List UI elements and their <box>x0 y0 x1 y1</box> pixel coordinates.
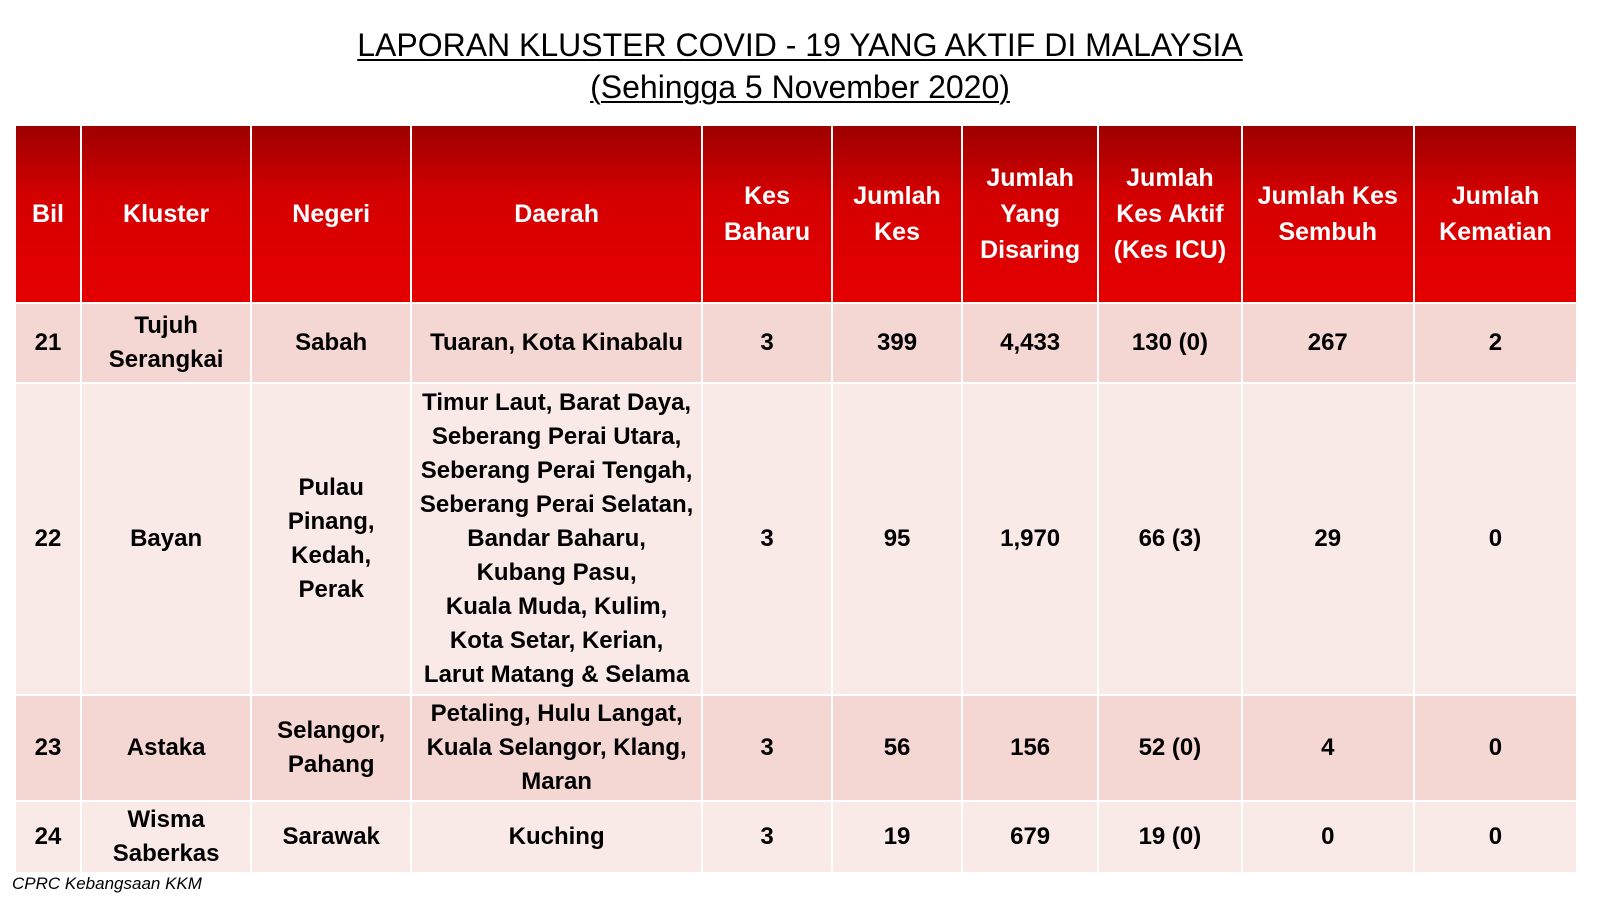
cell-jumlah-sembuh: 267 <box>1242 303 1414 383</box>
cell-kes-baharu: 3 <box>702 801 832 873</box>
header-daerah: Daerah <box>411 125 702 303</box>
cell-jumlah-kematian: 0 <box>1414 801 1577 873</box>
report-title-line-2: (Sehingga 5 November 2020) <box>590 69 1010 105</box>
cell-negeri: Selangor, Pahang <box>251 695 411 801</box>
table-row <box>15 695 1577 801</box>
header-jumlah-disaring: Jumlah Yang Disaring <box>962 125 1098 303</box>
cluster-table <box>14 124 1578 874</box>
cell-bil: 23 <box>15 695 81 801</box>
cell-jumlah-kes: 19 <box>832 801 962 873</box>
cell-jumlah-sembuh: 0 <box>1242 801 1414 873</box>
cell-jumlah-aktif: 52 (0) <box>1098 695 1241 801</box>
cell-negeri: Sarawak <box>251 801 411 873</box>
cell-bil: 21 <box>15 303 81 383</box>
cell-kluster: Bayan <box>81 383 251 695</box>
report-title-line-1: LAPORAN KLUSTER COVID - 19 YANG AKTIF DI MALAYSIA <box>357 27 1243 63</box>
cell-jumlah-kematian: 0 <box>1414 695 1577 801</box>
cell-bil: 24 <box>15 801 81 873</box>
header-kes-baharu: Kes Baharu <box>702 125 832 303</box>
table-row <box>15 303 1577 383</box>
cell-jumlah-disaring: 4,433 <box>962 303 1098 383</box>
cell-daerah: Kuching <box>411 801 702 873</box>
cell-jumlah-kes: 399 <box>832 303 962 383</box>
cell-kluster: Tujuh Serangkai <box>81 303 251 383</box>
cell-jumlah-aktif: 19 (0) <box>1098 801 1241 873</box>
cell-jumlah-disaring: 679 <box>962 801 1098 873</box>
header-negeri: Negeri <box>251 125 411 303</box>
cell-negeri: Pulau Pinang, Kedah, Perak <box>251 383 411 695</box>
cell-daerah: Tuaran, Kota Kinabalu <box>411 303 702 383</box>
table-row <box>15 801 1577 873</box>
header-bil: Bil <box>15 125 81 303</box>
cell-kluster: Wisma Saberkas <box>81 801 251 873</box>
table-header-row <box>15 125 1577 303</box>
cell-jumlah-kematian: 0 <box>1414 383 1577 695</box>
header-kluster: Kluster <box>81 125 251 303</box>
cell-bil: 22 <box>15 383 81 695</box>
cell-jumlah-sembuh: 4 <box>1242 695 1414 801</box>
cell-kes-baharu: 3 <box>702 695 832 801</box>
cell-jumlah-kes: 95 <box>832 383 962 695</box>
table-row <box>15 383 1577 695</box>
report-title <box>0 24 1600 108</box>
cell-kluster: Astaka <box>81 695 251 801</box>
cell-negeri: Sabah <box>251 303 411 383</box>
cell-jumlah-aktif: 66 (3) <box>1098 383 1241 695</box>
header-jumlah-sembuh: Jumlah Kes Sembuh <box>1242 125 1414 303</box>
cell-jumlah-disaring: 1,970 <box>962 383 1098 695</box>
source-footnote: CPRC Kebangsaan KKM <box>12 874 202 893</box>
cell-jumlah-aktif: 130 (0) <box>1098 303 1241 383</box>
cell-daerah: Petaling, Hulu Langat, Kuala Selangor, Klang, Maran <box>411 695 702 801</box>
cell-daerah: Timur Laut, Barat Daya, Seberang Perai Utara, Seberang Perai Tengah, Seberang Perai Selatan, Bandar Baharu, Kubang Pasu, Kuala Muda, Kulim, Kota Setar, Kerian, Larut Matang & Selama <box>411 383 702 695</box>
cell-kes-baharu: 3 <box>702 383 832 695</box>
header-jumlah-kes: Jumlah Kes <box>832 125 962 303</box>
cell-jumlah-kes: 56 <box>832 695 962 801</box>
header-jumlah-aktif: Jumlah Kes Aktif (Kes ICU) <box>1098 125 1241 303</box>
header-jumlah-kematian: Jumlah Kematian <box>1414 125 1577 303</box>
cell-jumlah-disaring: 156 <box>962 695 1098 801</box>
cell-jumlah-kematian: 2 <box>1414 303 1577 383</box>
cell-kes-baharu: 3 <box>702 303 832 383</box>
cell-jumlah-sembuh: 29 <box>1242 383 1414 695</box>
